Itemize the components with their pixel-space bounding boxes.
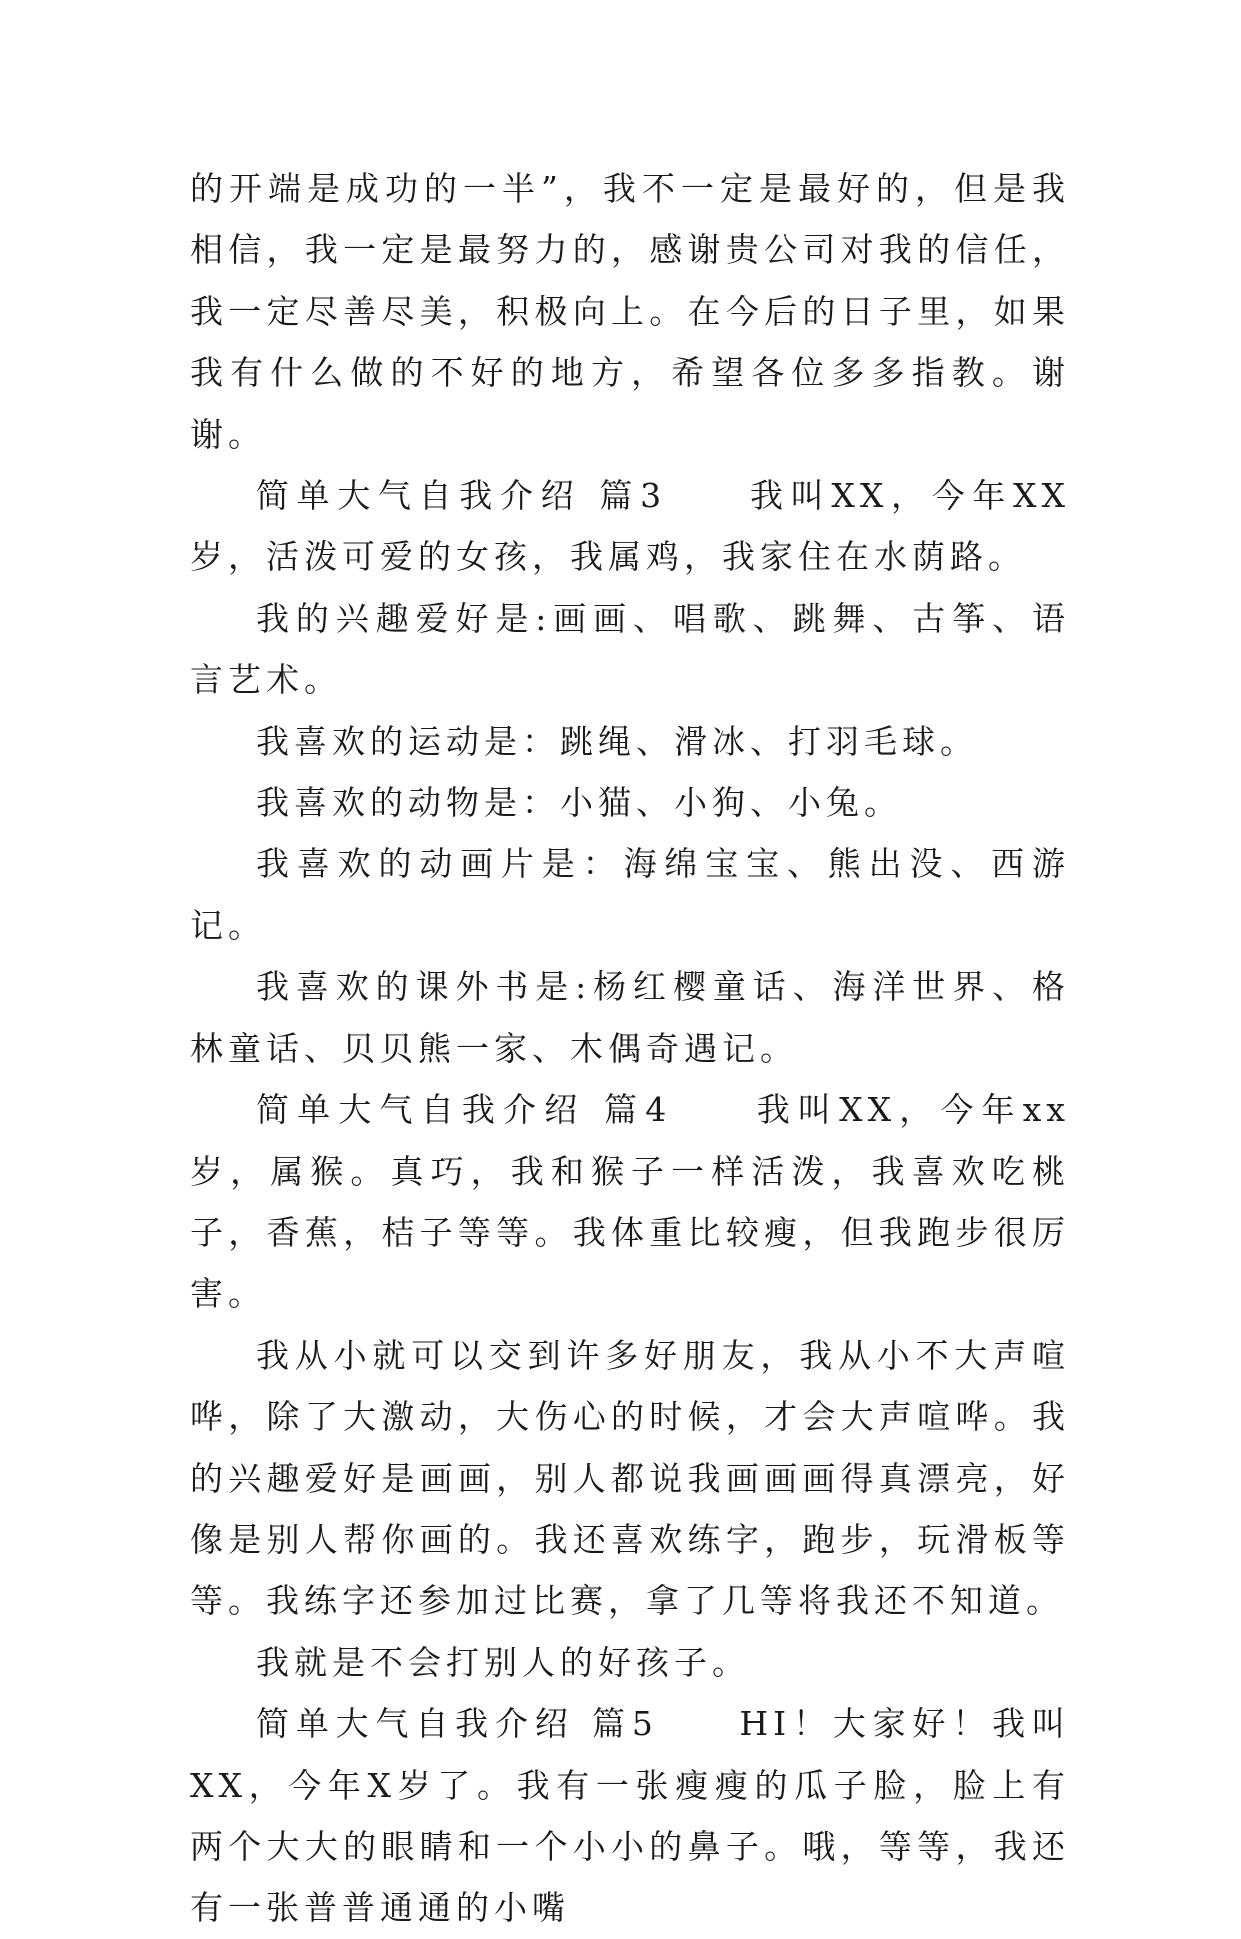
- paragraph-sports: 我喜欢的运动是：跳绳、滑冰、打羽毛球。: [256, 721, 978, 761]
- paragraph-section-3: 简单大气自我介绍 篇3 我叫XX，今年XX岁，活泼可爱的女孩，我属鸡，我家住在水荫路。: [190, 476, 1070, 577]
- paragraph-section-5: 简单大气自我介绍 篇5 HI！大家好！我叫XX，今年X岁了。我有一张瘦瘦的瓜子脸，脸上有两个大大的眼睛和一个小小的鼻子。哦，等等，我还有一张普普通通的小嘴: [190, 1704, 1070, 1928]
- body-text: [190, 158, 1070, 1939]
- paragraph-friends: 我从小就可以交到许多好朋友，我从小不大声喧哗，除了大激动，大伤心的时候，才会大声喧哗。我的兴趣爱好是画画，别人都说我画画画得真漂亮，好像是别人帮你画的。我还喜欢练字，跑步，玩滑板等等。我练字还参加过比赛，拿了几等将我还不知道。: [190, 1335, 1070, 1621]
- paragraph-books: 我喜欢的课外书是:杨红樱童话、海洋世界、格林童话、贝贝熊一家、木偶奇遇记。: [190, 967, 1070, 1068]
- paragraph-cartoons: 我喜欢的动画片是：海绵宝宝、熊出没、西游记。: [190, 844, 1070, 945]
- paragraph-section-4: 简单大气自我介绍 篇4 我叫XX，今年xx岁，属猴。真巧，我和猴子一样活泼，我喜欢吃桃子，香蕉，桔子等等。我体重比较瘦，但我跑步很厉害。: [190, 1090, 1070, 1314]
- paragraph-hobbies: 我的兴趣爱好是:画画、唱歌、跳舞、古筝、语言艺术。: [190, 598, 1070, 700]
- paragraph-continuation: 的开端是成功的一半”，我不一定是最好的，但是我相信，我一定是最努力的，感谢贵公司对我的信任，我一定尽善尽美，积极向上。在今后的日子里，如果我有什么做的不好的地方，希望各位多多指教。谢谢。: [190, 169, 1070, 454]
- paragraph-good-child: 我就是不会打别人的好孩子。: [256, 1642, 750, 1682]
- paragraph-animals: 我喜欢的动物是：小猫、小狗、小兔。: [256, 783, 902, 823]
